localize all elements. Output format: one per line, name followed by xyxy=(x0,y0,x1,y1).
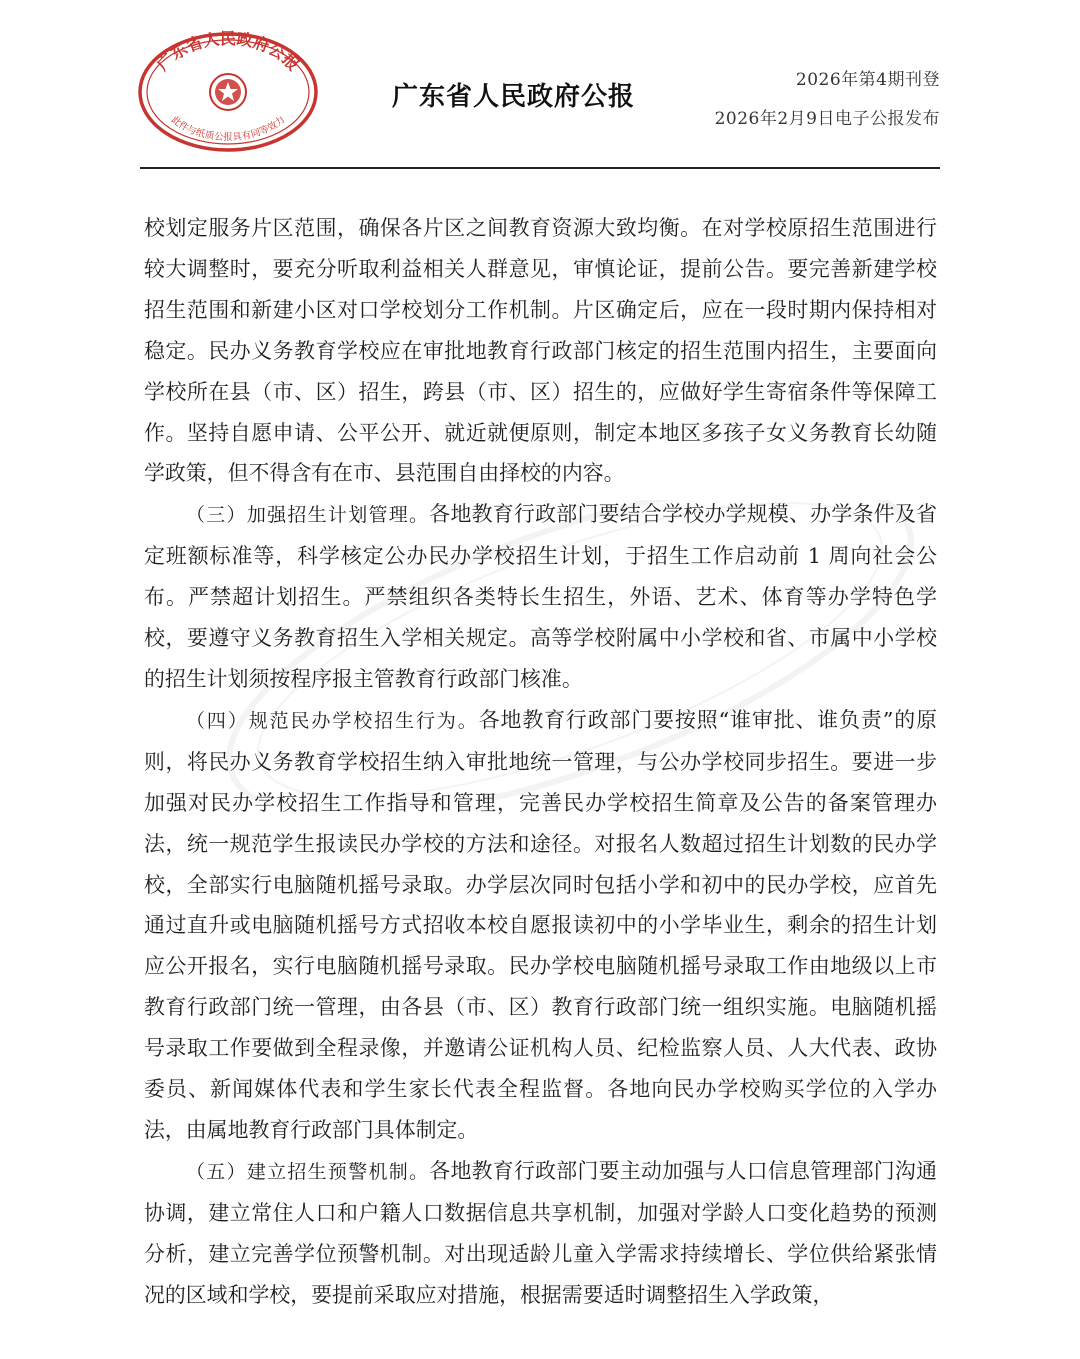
paragraph-text: 各地教育行政部门要主动加强与人口信息管理部门沟通协调，建立常住人口和户籍人口数据信息共享机制，加强对学龄人口变化趋势的预测分析，建立完善学位预警机制。对出现适龄儿童入学需求持续增长、学位供给紧张情况的区域和学校，要提前采取应对措施，根据需要适时调整招生入学政策， xyxy=(144,1158,937,1307)
section-heading: （三）加强招生计划管理。 xyxy=(186,504,430,527)
svg-text:此件与纸质公报具有同等效力: 此件与纸质公报具有同等效力 xyxy=(168,114,288,144)
paragraph-text: 各地教育行政部门要按照“谁审批、谁负责”的原则，将民办义务教育学校招生纳入审批地统一管理，与公办学校同步招生。要进一步加强对民办学校招生工作指导和管理，完善民办学校招生简章及公告的备案管理办法，统一规范学生报读民办学校的方法和途径。对报名人数超过招生计划数的民办学校，全部实行电脑随机摇号录取。办学层次同时包括小学和初中的民办学校，应首先通过直升或电脑随机摇号方式招收本校自愿报读初中的小学毕业生，剩余的招生计划应公开报名，实行电脑随机摇号录取。民办学校电脑随机摇号录取工作由地级以上市教育行政部门统一管理，由各县（市、区）教育行政部门统一组织实施。电脑随机摇号录取工作要做到全程录像，并邀请公证机构人员、纪检监察人员、人大代表、政协委员、新闻媒体代表和学生家长代表全程监督。各地向民办学校购买学位的入学办法，由属地教育行政部门具体制定。 xyxy=(144,707,937,1142)
paragraph-section-4 xyxy=(144,700,937,1151)
section-heading: （四）规范民办学校招生行为。 xyxy=(186,709,479,732)
release-date: 2026年2月9日电子公报发布 xyxy=(714,109,940,129)
document-body xyxy=(144,208,937,1315)
paragraph-continuation xyxy=(144,208,937,494)
paragraph-section-5 xyxy=(144,1151,937,1316)
paragraph-section-3 xyxy=(144,494,937,700)
paragraph-text: 校划定服务片区范围，确保各片区之间教育资源大致均衡。在对学校原招生范围进行较大调整时，要充分听取利益相关人群意见，审慎论证，提前公告。要完善新建学校招生范围和新建小区对口学校划分工作机制。片区确定后，应在一段时期内保持相对稳定。民办义务教育学校应在审批地教育行政部门核定的招生范围内招生，主要面向学校所在县（市、区）招生，跨县（市、区）招生的，应做好学生寄宿条件等保障工作。坚持自愿申请、公平公开、就近就便原则，制定本地区多孩子女义务教育长幼随学政策，但不得含有在市、县范围自由择校的内容。 xyxy=(144,216,937,486)
svg-text:广东省人民政府公报: 广东省人民政府公报 xyxy=(153,30,303,75)
section-heading: （五）建立招生预警机制。 xyxy=(186,1160,430,1183)
official-seal-icon xyxy=(135,30,321,154)
header-divider xyxy=(140,167,940,169)
issue-number: 2026年第4期刊登 xyxy=(795,70,940,90)
paragraph-text: 各地教育行政部门要结合学校办学规模、办学条件及省定班额标准等，科学核定公办民办学校招生计划，于招生工作启动前 1 周向社会公布。严禁超计划招生。严禁组织各类特长生招生，外语、艺术、体育等办学特色学校，要遵守义务教育招生入学相关规定。高等学校附属中小学校和省、市属中小学校的招生计划须按程序报主管教育行政部门核准。 xyxy=(144,502,937,691)
gazette-title: 广东省人民政府公报 xyxy=(392,82,636,112)
gazette-header xyxy=(0,0,1080,170)
